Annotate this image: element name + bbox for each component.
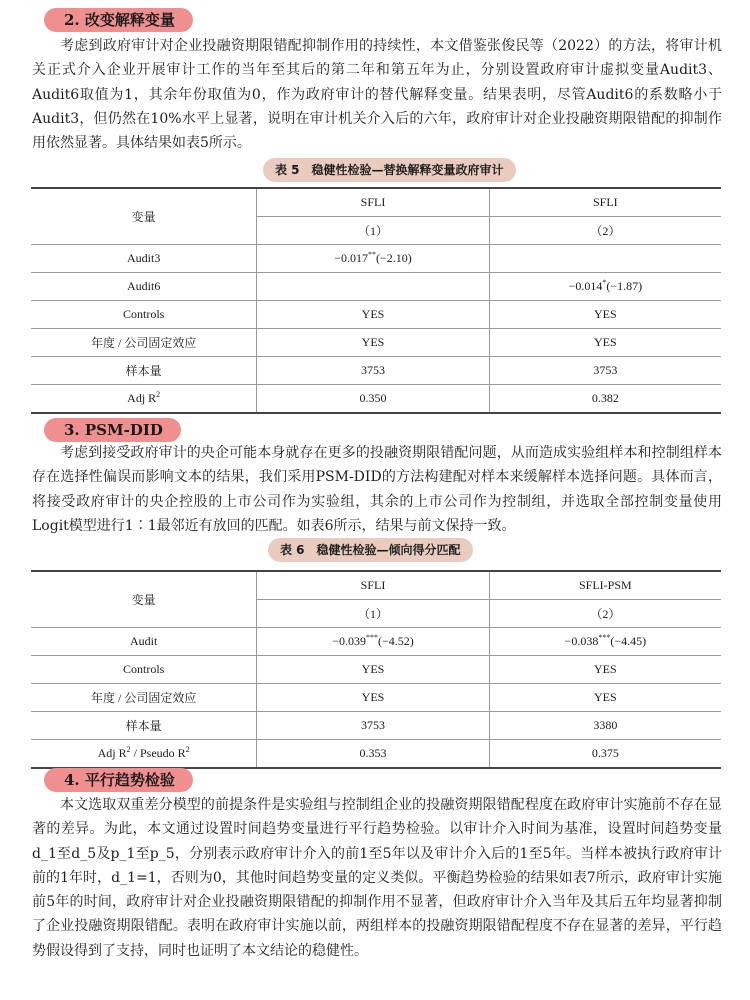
value-cell: 0.375 [489, 740, 721, 769]
section-heading-4: 4. 平行趋势检验 [44, 768, 193, 792]
value-cell: YES [257, 656, 489, 684]
table-5 [31, 187, 721, 414]
table-5-col-1-num: （1） [257, 217, 489, 245]
row-label: Audit6 [31, 273, 257, 301]
table-6-caption: 表 6 稳健性检验—倾向得分匹配 [268, 538, 473, 562]
value-cell: 3753 [257, 357, 489, 385]
table-6-col-2-num: （2） [489, 600, 721, 628]
table-row [31, 357, 721, 385]
value-cell: YES [257, 329, 489, 357]
section-3-paragraph: 考虑到接受政府审计的央企可能本身就存在更多的投融资期限错配问题，从而造成实验组样本和控制组样本存在选择性偏误而影响文本的结果，我们采用PSM-DID的方法构建配对样本来缓解样本选择问题。具体而言，将接受政府审计的央企控股的上市公司作为实验组，其余的上市公司作为控制组，并选取全部控制变量使用Logit模型进行1∶1最邻近有放回的匹配。如表6所示，结果与前文保持一致。 [32, 445, 722, 534]
row-label: 样本量 [31, 357, 257, 385]
table-6-col-1-num: （1） [257, 600, 489, 628]
coef-cell [257, 273, 489, 301]
value-cell: YES [489, 656, 721, 684]
value-cell: YES [489, 684, 721, 712]
row-label: Audit3 [31, 245, 257, 273]
row-label: 年度 / 公司固定效应 [31, 329, 257, 357]
section-heading-2: 2. 改变解释变量 [44, 8, 193, 32]
table-row [31, 628, 721, 656]
table-5-var-header: 变量 [31, 188, 257, 245]
table-5-col-2-head: SFLI [489, 188, 721, 217]
coef-cell: −0.038***(−4.45) [489, 628, 721, 656]
row-label: 年度 / 公司固定效应 [31, 684, 257, 712]
row-label: Controls [31, 301, 257, 329]
table-row [31, 385, 721, 414]
section-4-paragraph: 本文选取双重差分模型的前提条件是实验组与控制组企业的投融资期限错配程度在政府审计实施前不存在显著的差异。为此，本文通过设置时间趋势变量进行平行趋势检验。以审计介入时间为基准，设置时间趋势变量d_1至d_5及p_1至p_5，分别表示政府审计介入的前1至5年以及审计介入后的1至5年。当样本被执行政府审计前的1年时，d_1=1，否则为0，其他时间趋势变量的定义类似。平衡趋势检验的结果如表7所示，政府审计实施前5年的时间，政府审计对企业投融资期限错配的抑制作用不显著，但政府审计介入当年及其后五年均显著抑制了企业投融资期限错配。表明在政府审计实施以前，两组样本的投融资期限错配程度不存在显著的差异，平行趋势假设得到了支持，同时也证明了本文结论的稳健性。 [32, 797, 722, 959]
row-label: Adj $R^2$ [31, 385, 257, 414]
table-row [31, 712, 721, 740]
table-row [31, 301, 721, 329]
table-6-var-header: 变量 [31, 571, 257, 628]
table-6-col-1-head: SFLI [257, 571, 489, 600]
table-row [31, 245, 721, 273]
table-row [31, 273, 721, 301]
coef-cell [489, 245, 721, 273]
value-cell: YES [489, 301, 721, 329]
coef-cell: −0.017**(−2.10) [257, 245, 489, 273]
row-label: 样本量 [31, 712, 257, 740]
value-cell: 0.350 [257, 385, 489, 414]
table-6-col-2-head: SFLI-PSM [489, 571, 721, 600]
table-5-col-1-head: SFLI [257, 188, 489, 217]
value-cell: YES [257, 301, 489, 329]
section-heading-3: 3. PSM-DID [44, 418, 181, 442]
table-6 [31, 570, 721, 769]
value-cell: 3753 [257, 712, 489, 740]
value-cell: 3753 [489, 357, 721, 385]
table-5-col-2-num: （2） [489, 217, 721, 245]
row-label: Adj $R^2$ / Pseudo $R^2$ [31, 740, 257, 769]
value-cell: 0.353 [257, 740, 489, 769]
value-cell: 3380 [489, 712, 721, 740]
table-row [31, 656, 721, 684]
coef-cell: −0.039***(−4.52) [257, 628, 489, 656]
table-row [31, 329, 721, 357]
value-cell: YES [257, 684, 489, 712]
value-cell: YES [489, 329, 721, 357]
table-row [31, 740, 721, 769]
value-cell: 0.382 [489, 385, 721, 414]
coef-cell: −0.014*(−1.87) [489, 273, 721, 301]
row-label: Controls [31, 656, 257, 684]
table-row [31, 684, 721, 712]
table-5-caption: 表 5 稳健性检验—替换解释变量政府审计 [263, 158, 516, 182]
section-2-paragraph: 考虑到政府审计对企业投融资期限错配抑制作用的持续性，本文借鉴张俊民等（2022）的方法，将审计机关正式介入企业开展审计工作的当年至其后的第二年和第五年为止，分别设置政府审计虚拟变量Audit3、Audit6取值为1，其余年份取值为0，作为政府审计的替代解释变量。结果表明，尽管Audit6的系数略小于Audit3，但仍然在10%水平上显著，说明在审计机关介入后的六年，政府审计对企业投融资期限错配的抑制作用依然显著。具体结果如表5所示。 [32, 38, 722, 152]
row-label: Audit [31, 628, 257, 656]
